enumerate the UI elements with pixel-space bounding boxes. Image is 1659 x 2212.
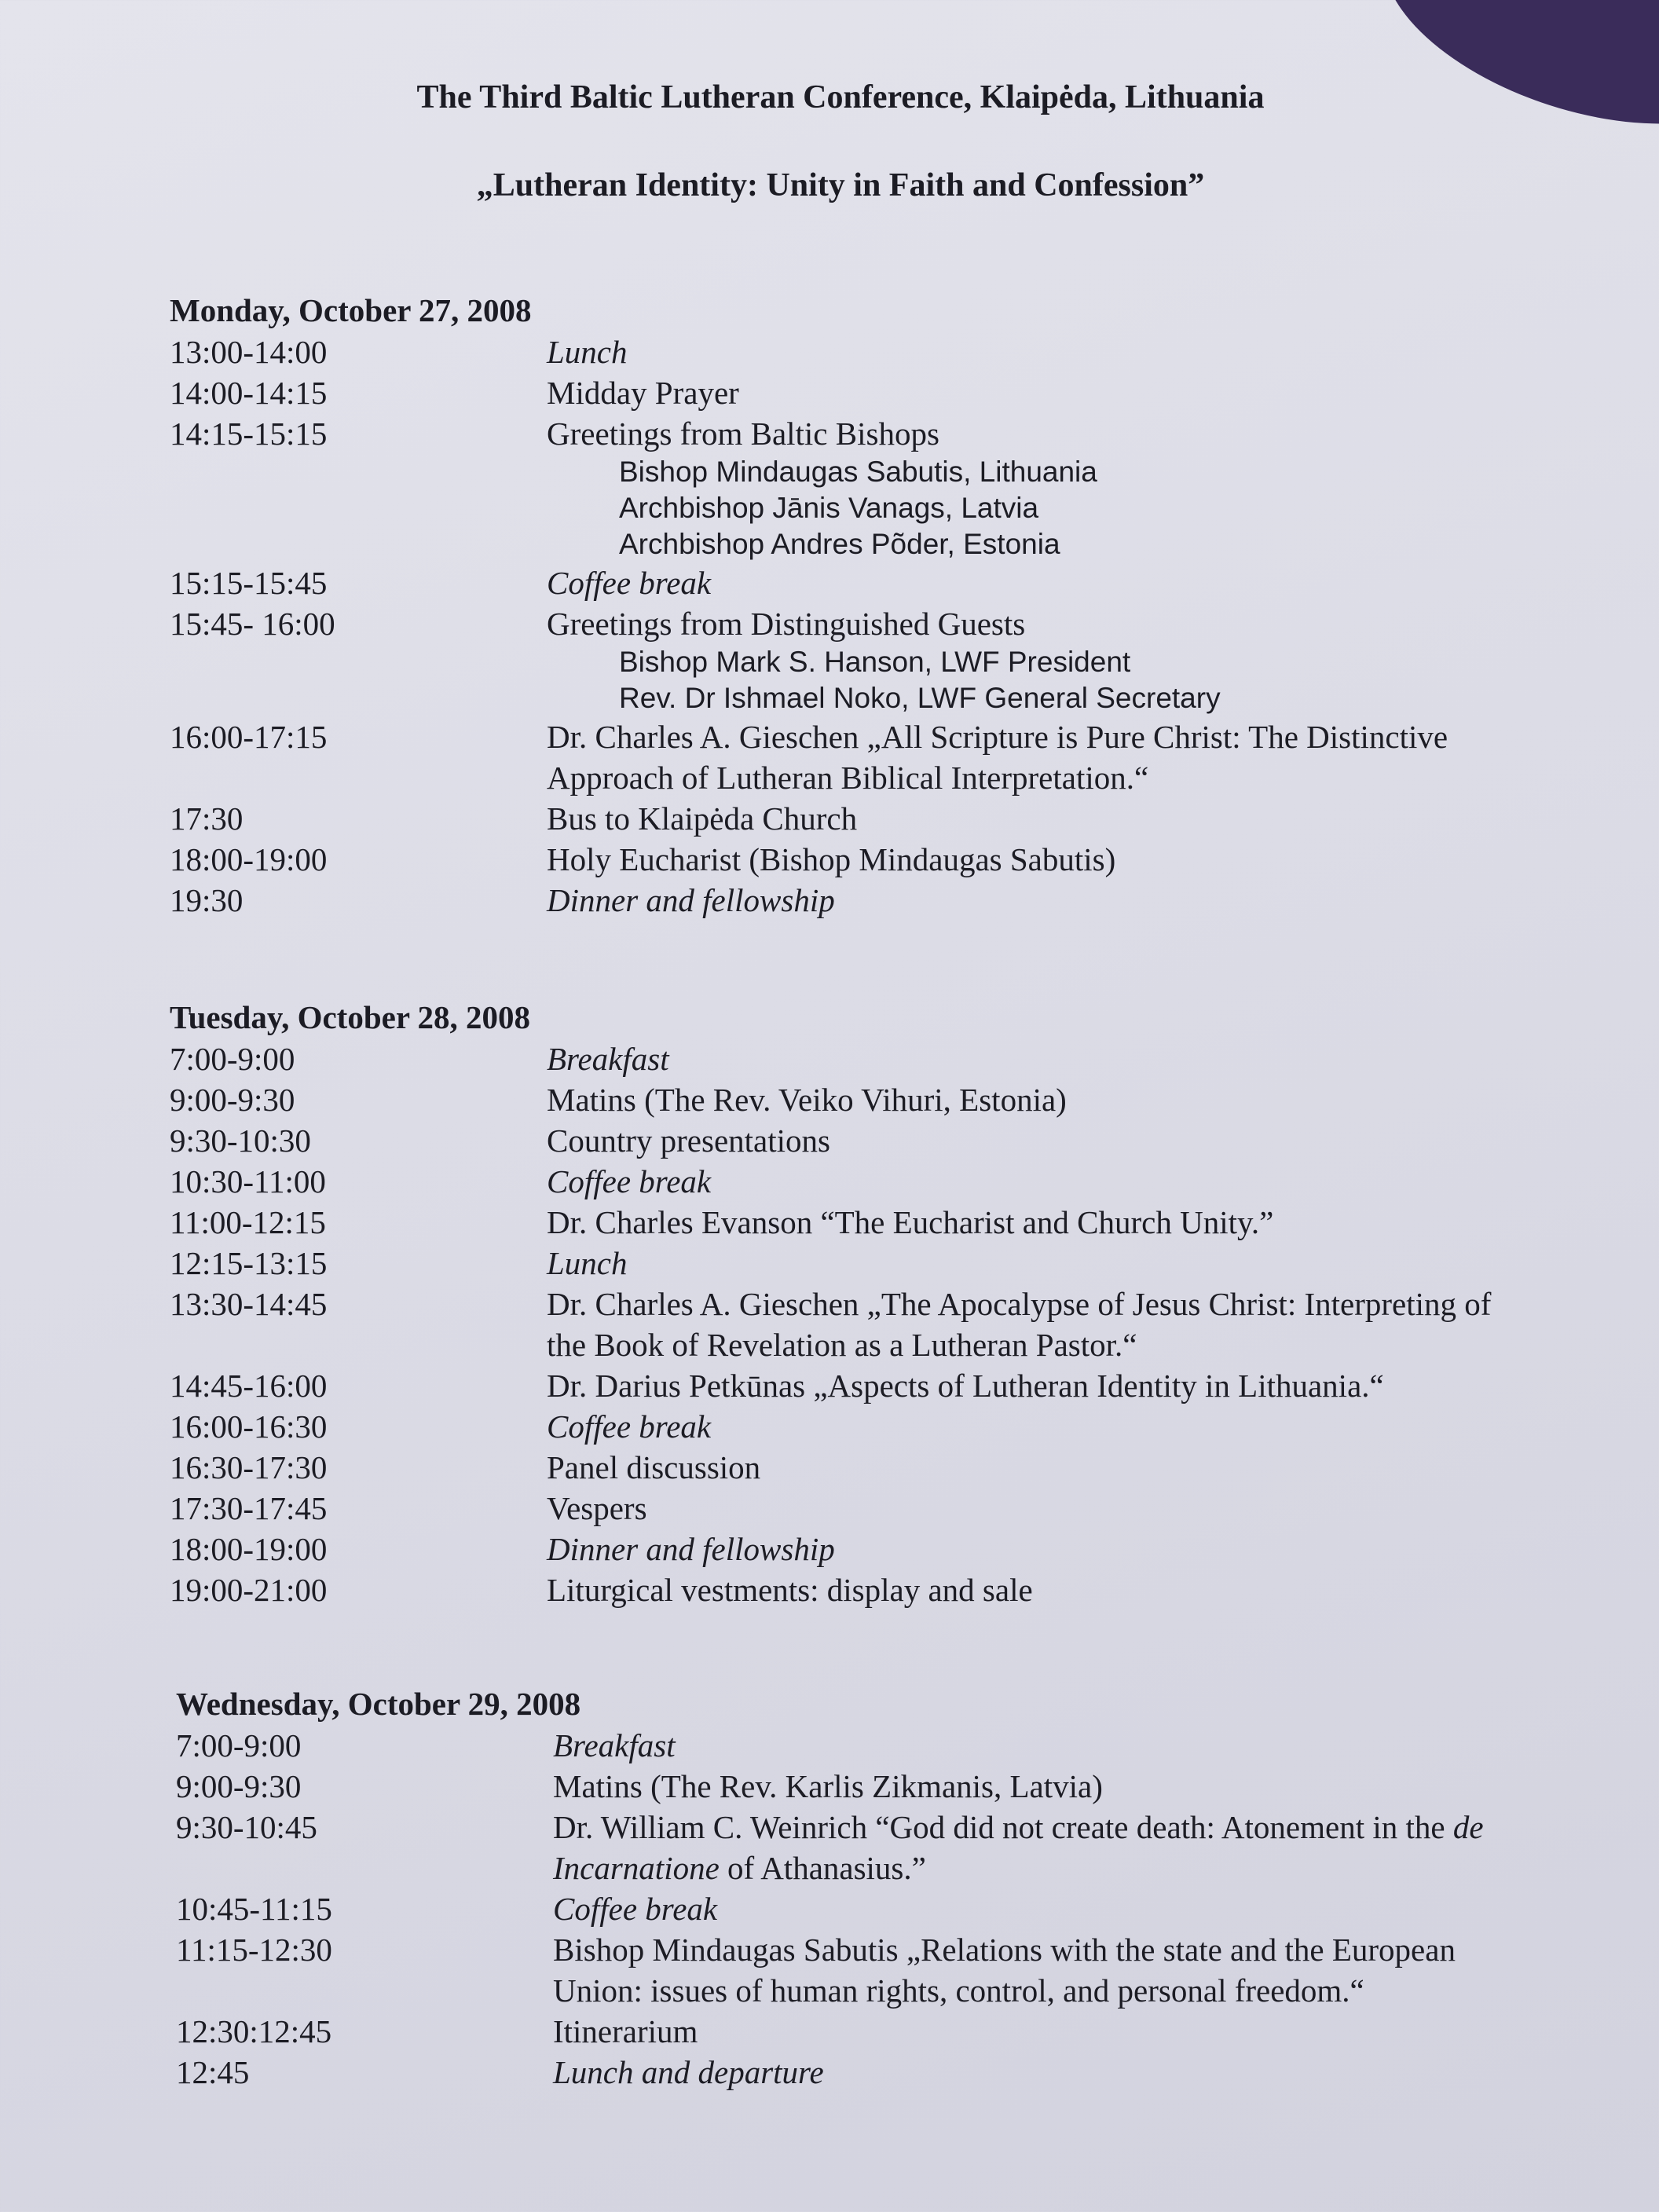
event-title: Lunch [547,1245,628,1281]
day-heading: Wednesday, October 29, 2008 [176,1686,581,1722]
event-title: Coffee break [547,565,712,601]
time-slot: 16:00-17:15 [170,719,328,755]
time-slot: 18:00-19:00 [170,841,328,877]
speaker-line: Archbishop Andres Põder, Estonia [619,528,1060,560]
schedule-row [176,1766,1543,1807]
time-slot: 13:00-14:00 [170,334,328,370]
event-title: Bus to Klaipėda Church [547,800,858,837]
time-slot: 11:00-12:15 [170,1204,326,1240]
event-title: Panel discussion [547,1449,761,1485]
schedule-row [170,1038,1536,1079]
time-slot: 18:00-19:00 [170,1531,328,1567]
time-slot: 9:00-9:30 [176,1768,302,1804]
time-slot: 13:30-14:45 [170,1286,328,1322]
event-title: Lunch [547,334,628,370]
time-slot: 14:45-16:00 [170,1368,328,1404]
speaker-line: Bishop Mindaugas Sabutis, Lithuania [619,456,1097,488]
schedule-row [170,331,1536,372]
event-title: Dinner and fellowship [547,1531,835,1567]
schedule-row [170,1406,1536,1447]
time-slot: 7:00-9:00 [176,1727,302,1763]
event-title: Coffee break [553,1891,718,1927]
conference-title: The Third Baltic Lutheran Conference, Klaipėda, Lithuania [416,79,1265,115]
event-title: Country presentations [547,1122,830,1159]
event-title: Dinner and fellowship [547,882,835,918]
schedule-row [170,1079,1536,1120]
schedule-row [170,1202,1536,1243]
schedule-row [170,1447,1536,1488]
event-title: Dr. Charles A. Gieschen „All Scripture is Pure Christ: The Distinctive Approach of Lutheran Biblical Interpretation.“ [547,719,1448,796]
time-slot: 19:30 [170,882,244,918]
time-slot: 10:30-11:00 [170,1163,326,1199]
event-title-part: of Athanasius.” [719,1850,926,1886]
event-block [547,603,1536,716]
speaker-line: Bishop Mark S. Hanson, LWF President [619,646,1131,678]
time-slot: 12:15-13:15 [170,1245,328,1281]
schedule-row [170,603,1536,716]
schedule-row [170,1529,1536,1569]
event-title: Breakfast [547,1041,669,1077]
schedule-row [176,1807,1543,1888]
event-title: Matins (The Rev. Veiko Vihuri, Estonia) [547,1082,1067,1118]
schedule-row [170,1284,1536,1365]
event-title: Lunch and departure [553,2054,824,2090]
event-title: Coffee break [547,1408,712,1445]
time-slot: 10:45-11:15 [176,1891,332,1927]
event-title: Liturgical vestments: display and sale [547,1572,1033,1608]
event-title: Vespers [547,1490,647,1526]
time-slot: 15:15-15:45 [170,565,328,601]
time-slot: 9:00-9:30 [170,1082,295,1118]
event-title: Dr. Charles A. Gieschen „The Apocalypse of Jesus Christ: Interpreting of the Book of Revelation as a Lutheran Pastor.“ [547,1286,1492,1363]
time-slot: 9:30-10:45 [176,1809,317,1845]
time-slot: 14:00-14:15 [170,375,328,411]
schedule-row [170,1569,1536,1610]
time-slot: 17:30 [170,800,244,837]
event-title: Dr. Charles Evanson “The Eucharist and Church Unity.” [547,1204,1274,1240]
schedule-row [170,880,1536,921]
time-slot: 19:00-21:00 [170,1572,328,1608]
day-heading: Tuesday, October 28, 2008 [170,999,531,1035]
schedule-row [170,1488,1536,1529]
schedule-row [170,839,1536,880]
event-title: Coffee break [547,1163,712,1199]
event-title: Midday Prayer [547,375,739,411]
schedule-row [176,2011,1543,2052]
conference-theme: „Lutheran Identity: Unity in Faith and Confession” [476,167,1205,203]
event-title: Bishop Mindaugas Sabutis „Relations with the state and the European Union: issues of human rights, control, and personal freedom.“ [553,1932,1456,2009]
schedule-row [176,1929,1543,2011]
schedule-row [170,716,1536,798]
schedule-row [170,1365,1536,1406]
event-title: Dr. Darius Petkūnas „Aspects of Lutheran Identity in Lithuania.“ [547,1368,1384,1404]
event-title: Breakfast [553,1727,676,1763]
speaker-line: Archbishop Jānis Vanags, Latvia [619,492,1039,524]
event-title: Holy Eucharist (Bishop Mindaugas Sabutis) [547,841,1116,877]
time-slot: 9:30-10:30 [170,1122,311,1159]
event-title-emphasis: de Incarnatione [553,1809,1484,1886]
day-heading: Monday, October 27, 2008 [170,292,532,328]
time-slot: 17:30-17:45 [170,1490,328,1526]
schedule-row [170,372,1536,413]
schedule-row [176,1888,1543,1929]
day-section-tuesday [170,996,1536,1610]
time-slot: 7:00-9:00 [170,1041,295,1077]
day-section-monday [170,289,1536,921]
schedule-row [170,798,1536,839]
day-section-wednesday [176,1683,1543,2093]
schedule-row [170,1243,1536,1284]
time-slot: 12:30:12:45 [176,2013,332,2049]
speaker-line: Rev. Dr Ishmael Noko, LWF General Secretary [619,682,1221,714]
event-title-part: Dr. William C. Weinrich “God did not create death: Atonement in the [553,1809,1453,1845]
event-title: Greetings from Baltic Bishops [547,416,939,452]
time-slot: 15:45- 16:00 [170,606,335,642]
schedule-row [170,1161,1536,1202]
schedule-row [176,2052,1543,2093]
event-title [553,1807,1543,1888]
schedule-row [170,413,1536,562]
time-slot: 14:15-15:15 [170,416,328,452]
schedule-row [170,1120,1536,1161]
schedule-row [170,562,1536,603]
time-slot: 16:30-17:30 [170,1449,328,1485]
time-slot: 12:45 [176,2054,250,2090]
event-title: Greetings from Distinguished Guests [547,606,1026,642]
time-slot: 16:00-16:30 [170,1408,328,1445]
schedule-row [176,1725,1543,1766]
event-title: Itinerarium [553,2013,698,2049]
event-title: Matins (The Rev. Karlis Zikmanis, Latvia) [553,1768,1103,1804]
event-block [547,413,1536,562]
time-slot: 11:15-12:30 [176,1932,332,1968]
